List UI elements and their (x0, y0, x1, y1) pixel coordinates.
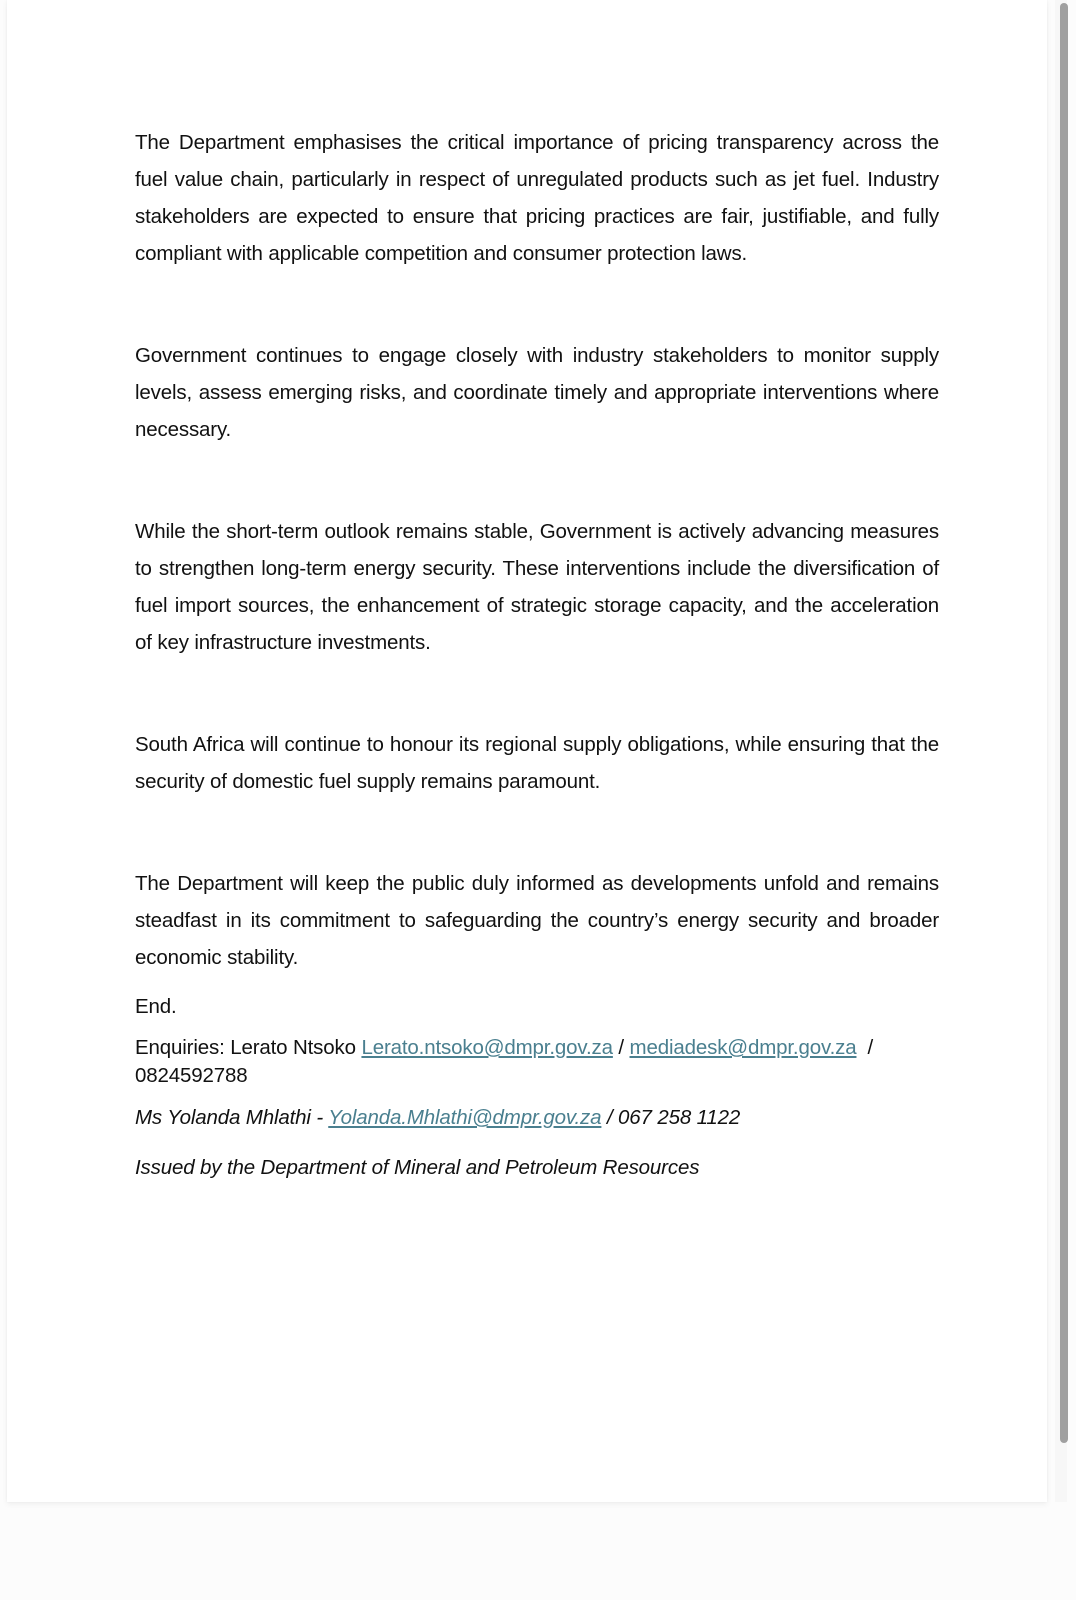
paragraph-public-informed: The Department will keep the public duly informed as developments unfold and remains steadfast in its commitment to safeguarding the country’s energy security and broader economic stability. (135, 872, 939, 969)
contact-yolanda-prefix: Ms Yolanda Mhlathi - (135, 1106, 329, 1129)
separator: / (612, 1036, 630, 1059)
issued-by: Issued by the Department of Mineral and Petroleum Resources (135, 1156, 700, 1179)
email-link-yolanda[interactable]: Yolanda.Mhlathi@dmpr.gov.za (328, 1106, 602, 1129)
separator: / (856, 1036, 879, 1059)
end-label: End. (135, 995, 177, 1018)
contact-yolanda-line (135, 1104, 939, 1132)
paragraph-regional-obligations: South Africa will continue to honour its regional supply obligations, while ensuring that the security of domestic fuel supply remains paramount. (135, 733, 939, 793)
enquiries-phone: 0824592788 (135, 1064, 248, 1087)
paragraph-energy-security: While the short-term outlook remains stable, Government is actively advancing measures to strengthen long-term energy security. These interventions include the diversification of fuel import sources, the enhancement of strategic storage capacity, and the acceleration of key infrastructure investments. (135, 520, 939, 654)
paragraph-industry-engagement: Government continues to engage closely with industry stakeholders to monitor supply levels, assess emerging risks, and coordinate timely and appropriate interventions where necessary. (135, 344, 939, 441)
email-link-lerato[interactable]: Lerato.ntsoko@dmpr.gov.za (361, 1036, 613, 1059)
paragraph-pricing-transparency: The Department emphasises the critical importance of pricing transparency across the fuel value chain, particularly in respect of unregulated products such as jet fuel. Industry stakeholders are expected to ensure that pricing practices are fair, justifiable, and fully compliant with applicable competition and consumer protection laws. (135, 131, 939, 265)
enquiries-line (135, 1034, 939, 1090)
contact-yolanda-phone: / 067 258 1122 (601, 1106, 741, 1129)
document-body (135, 124, 939, 1182)
enquiries-prefix: Enquiries: Lerato Ntsoko (135, 1036, 362, 1059)
scrollbar-thumb[interactable] (1060, 3, 1068, 1443)
email-link-mediadesk[interactable]: mediadesk@dmpr.gov.za (629, 1036, 857, 1059)
